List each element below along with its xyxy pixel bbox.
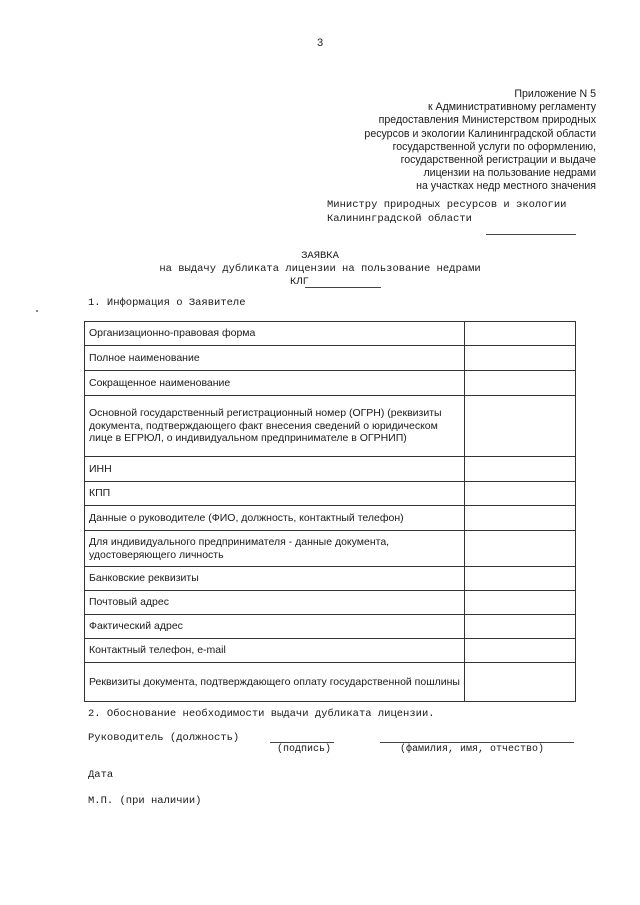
row-label: Организационно-правовая форма — [85, 322, 465, 346]
table-row — [85, 531, 576, 567]
appendix-line: ресурсов и экологии Калининградской области — [364, 127, 596, 140]
appendix-line: лицензии на пользование недрами — [423, 167, 596, 180]
row-value-field[interactable] — [465, 482, 576, 506]
appendix-line: Приложение N 5 — [514, 88, 596, 100]
full-name-caption: (фамилия, имя, отчество) — [400, 744, 545, 755]
row-label: Полное наименование — [85, 346, 465, 371]
row-label: КПП — [85, 482, 465, 506]
row-value-field[interactable] — [465, 322, 576, 346]
appendix-line: на участках недр местного значения — [416, 180, 596, 193]
signature-caption: (подпись) — [277, 744, 332, 755]
application-title: ЗАЯВКА — [301, 250, 339, 262]
row-value-field[interactable] — [465, 396, 576, 457]
appendix-line: к Административному регламенту — [427, 101, 596, 114]
scan-speck — [36, 310, 38, 312]
row-label: Банковские реквизиты — [85, 567, 465, 591]
date-label: Дата — [88, 769, 114, 781]
head-position-label: Руководитель (должность) — [88, 732, 240, 744]
row-label: Для индивидуального предпринимателя - данные документа, удостоверяющего личность — [85, 531, 465, 567]
row-value-field[interactable] — [465, 371, 576, 396]
klg-number-field[interactable] — [305, 287, 381, 288]
row-value-field[interactable] — [465, 506, 576, 531]
addressee-line-1: Министру природных ресурсов и экологии — [327, 199, 567, 211]
table-row — [85, 639, 576, 663]
table-row — [85, 482, 576, 506]
row-label: Данные о руководителе (ФИО, должность, контактный телефон) — [85, 506, 465, 531]
row-value-field[interactable] — [465, 457, 576, 482]
section-1-title: 1. Информация о Заявителе — [88, 297, 246, 309]
row-label: Контактный телефон, e-mail — [85, 639, 465, 663]
row-label: Почтовый адрес — [85, 591, 465, 615]
row-value-field[interactable] — [465, 346, 576, 371]
addressee-line-2: Калининградской области — [327, 213, 472, 225]
table-row — [85, 346, 576, 371]
application-subtitle: на выдачу дубликата лицензии на пользование недрами — [159, 263, 481, 275]
row-value-field[interactable] — [465, 531, 576, 567]
table-row — [85, 506, 576, 531]
addressee — [327, 198, 566, 226]
row-value-field[interactable] — [465, 567, 576, 591]
table-row — [85, 322, 576, 346]
table-row — [85, 567, 576, 591]
table-row — [85, 457, 576, 482]
table-row — [85, 615, 576, 639]
addressee-blank-line — [486, 234, 576, 235]
row-value-field[interactable] — [465, 663, 576, 702]
section-2-title: 2. Обоснование необходимости выдачи дубликата лицензии. — [88, 708, 435, 720]
table-row — [85, 371, 576, 396]
klg-label: КЛГ — [290, 276, 309, 288]
row-value-field[interactable] — [465, 639, 576, 663]
row-value-field[interactable] — [465, 591, 576, 615]
seal-label: М.П. (при наличии) — [88, 795, 202, 807]
applicant-info-table — [84, 321, 576, 702]
row-label: Реквизиты документа, подтверждающего оплату государственной пошлины — [85, 663, 465, 702]
row-label: Фактический адрес — [85, 615, 465, 639]
appendix-line: государственной регистрации и выдаче — [400, 154, 596, 167]
appendix-line: государственной услуги по оформлению, — [392, 140, 596, 153]
row-label: Основной государственный регистрационный номер (ОГРН) (реквизиты документа, подтверждающего факт внесения сведений о юридическом лице в ЕГРЮЛ, о индивидуальном предпринимателе в ОГРНИП) — [85, 396, 465, 457]
page-number: 3 — [316, 38, 324, 50]
table-row — [85, 396, 576, 457]
table-row — [85, 591, 576, 615]
table-row — [85, 663, 576, 702]
row-label: ИНН — [85, 457, 465, 482]
signature-field[interactable] — [270, 742, 334, 743]
row-label: Сокращенное наименование — [85, 371, 465, 396]
full-name-field[interactable] — [380, 742, 574, 743]
appendix-header — [306, 88, 596, 194]
appendix-line: предоставления Министерством природных — [378, 114, 596, 127]
row-value-field[interactable] — [465, 615, 576, 639]
